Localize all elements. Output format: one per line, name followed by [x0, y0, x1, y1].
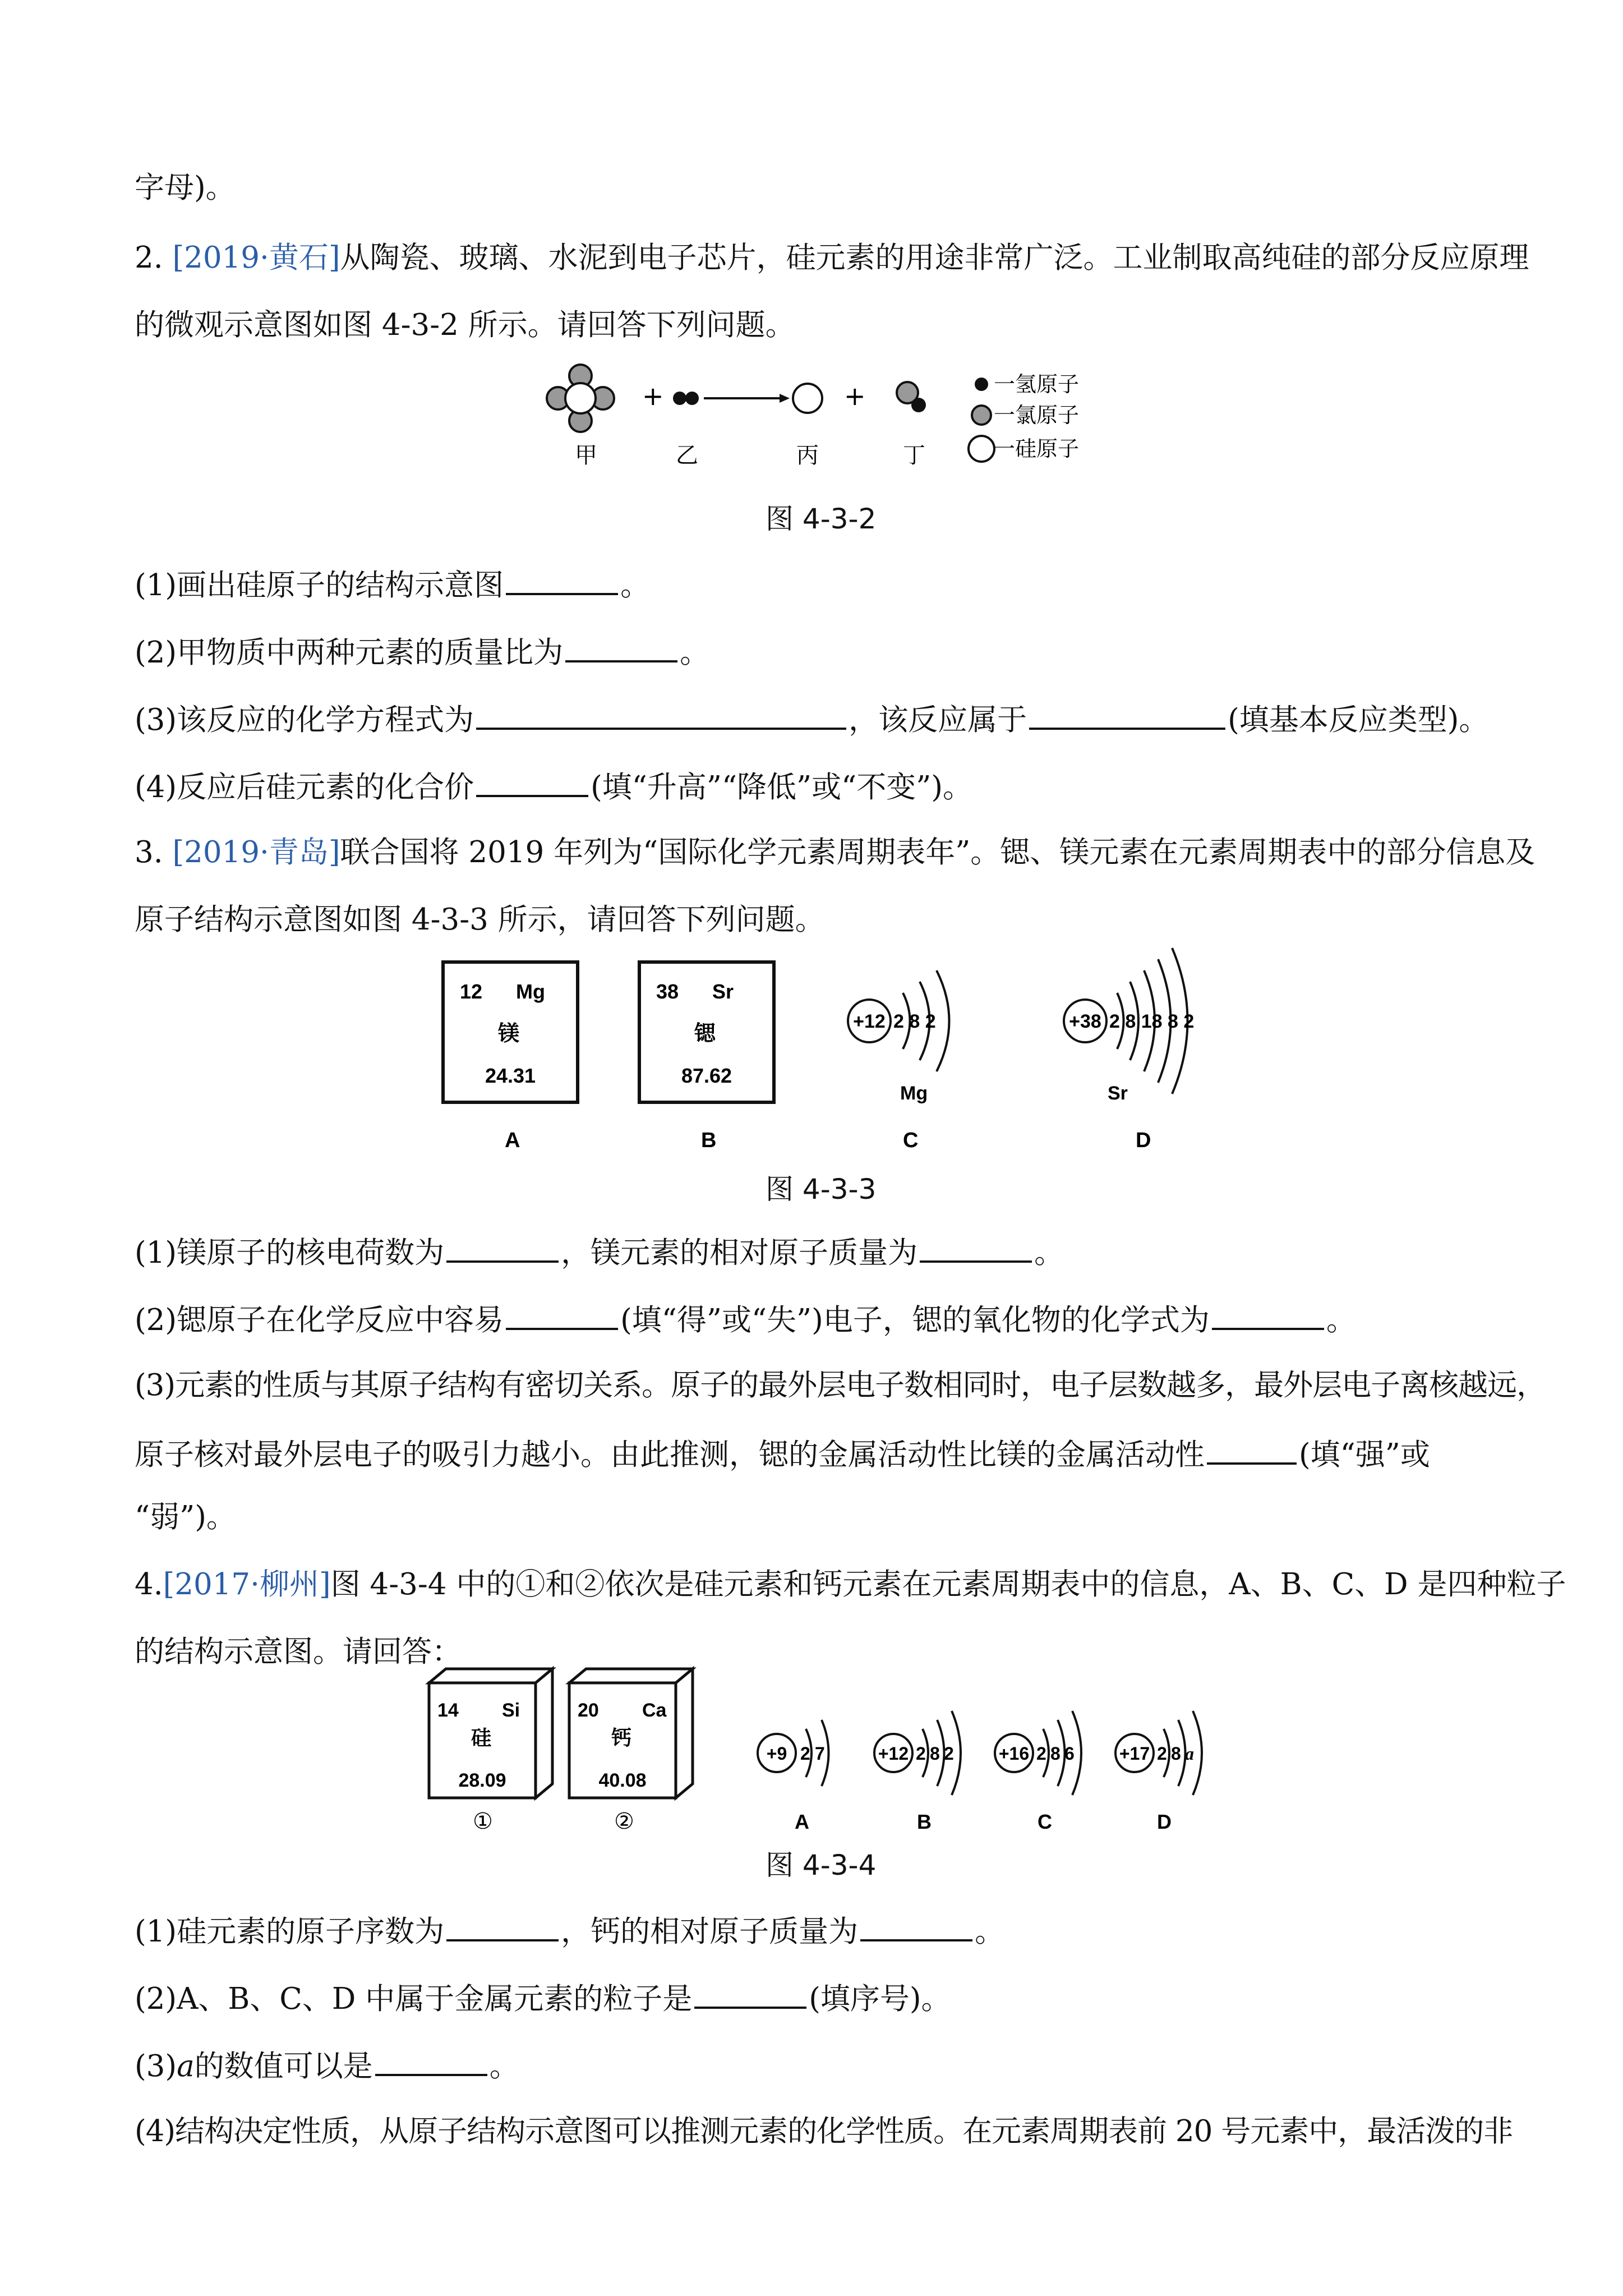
question-4-2 [135, 1977, 951, 2019]
element-box-mg [443, 962, 578, 1102]
question-text: “弱”)。 [135, 1500, 236, 1534]
element-name: 镁 [498, 1021, 520, 1046]
question-text: 从陶瓷、玻璃、水泥到电子芯片，硅元素的用途非常广泛。工业制取高纯硅的部分反应原理 [340, 241, 1529, 275]
nucleus-charge: +9 [766, 1743, 787, 1764]
question-text: (2)锶原子在化学反应中容易 [135, 1303, 504, 1337]
label-a: A [505, 1129, 520, 1152]
answer-blank[interactable] [860, 1910, 972, 1941]
answer-blank[interactable] [446, 1231, 559, 1263]
label-ding: 丁 [903, 443, 925, 468]
punctuation: 。 [975, 1915, 1005, 1949]
atomic-mass: 28.09 [458, 1770, 506, 1791]
question-text: ，该反应属于 [849, 703, 1027, 737]
legend-chlorine: 一氯原子 [994, 403, 1080, 427]
question-text: 原子核对最外层电子的吸引力越小。由此推测，锶的金属活动性比镁的金属活动性 [135, 1438, 1205, 1472]
electron-count: 6 [1064, 1743, 1075, 1764]
electron-count: 8 [1050, 1743, 1061, 1764]
question-4-line-1 [135, 1565, 1566, 1604]
figure-4-3-4 [418, 1660, 1259, 1846]
label-b: B [701, 1129, 717, 1152]
line-text: 字母)。 [135, 171, 236, 205]
question-text: (1)硅元素的原子序数为 [135, 1915, 445, 1949]
question-text: ，镁元素的相对原子质量为 [561, 1236, 918, 1270]
label-bing: 丙 [796, 443, 819, 468]
question-2-4 [135, 766, 972, 807]
electron-count: 7 [815, 1743, 825, 1764]
question-text: (填“得”或“失”)电子，锶的氧化物的化学式为 [620, 1303, 1210, 1337]
nucleus-charge: +17 [1119, 1743, 1150, 1764]
atomic-number: 20 [578, 1700, 599, 1721]
nucleus-charge: +38 [1069, 1011, 1101, 1032]
question-text: (2)甲物质中两种元素的质量比为 [135, 636, 564, 670]
question-text: ，钙的相对原子质量为 [561, 1915, 859, 1949]
source-tag: [2017·柳州] [163, 1567, 331, 1602]
question-text: (3)该反应的化学方程式为 [135, 703, 474, 737]
element-cube-ca [569, 1669, 693, 1798]
atomic-mass: 87.62 [681, 1064, 732, 1087]
question-4-line-2 [135, 1632, 462, 1672]
atom-label: B [917, 1810, 932, 1833]
legend-hydrogen: 一氢原子 [994, 372, 1080, 397]
molecule-bing [793, 384, 822, 413]
label-circled-1: ① [473, 1809, 493, 1834]
electron-count: 8 [930, 1743, 940, 1764]
text-line-0 [135, 168, 236, 208]
atomic-mass: 40.08 [598, 1770, 647, 1791]
element-symbol: Mg [516, 980, 545, 1003]
answer-blank[interactable] [1207, 1433, 1297, 1465]
answer-blank[interactable] [375, 2045, 487, 2076]
question-text: (3) [135, 2049, 177, 2083]
electron-count-variable: a [1185, 1743, 1194, 1764]
element-cube-si [429, 1669, 552, 1798]
question-text: (4)反应后硅元素的化合价 [135, 770, 474, 804]
variable-a: a [177, 2049, 195, 2083]
question-text: (4)结构决定性质，从原子结构示意图可以推测元素的化学性质。在元素周期表前 20 号元素中，最活泼的非 [135, 2114, 1513, 2148]
question-text: (1)镁原子的核电荷数为 [135, 1236, 445, 1270]
question-text: (3)元素的性质与其原子结构有密切关系。原子的最外层电子数相同时，电子层数越多，最外层电子离核越远， [135, 1368, 1546, 1402]
question-2-line-2 [135, 306, 795, 345]
element-symbol: Si [502, 1700, 520, 1721]
atom-b [874, 1711, 961, 1833]
question-text: (填基本反应类型)。 [1228, 703, 1489, 737]
answer-blank[interactable] [506, 1299, 618, 1330]
question-3-3-line-1 [135, 1366, 1546, 1405]
answer-blank[interactable] [565, 631, 677, 662]
answer-blank[interactable] [1029, 698, 1225, 730]
element-name: 锶 [694, 1021, 716, 1046]
label-circled-2: ② [614, 1809, 634, 1834]
punctuation: 。 [620, 568, 651, 602]
atom-symbol: Sr [1108, 1083, 1128, 1104]
question-text: (1)画出硅原子的结构示意图 [135, 568, 504, 602]
atom-c [995, 1711, 1081, 1833]
punctuation: 。 [489, 2049, 519, 2083]
nucleus-charge: +12 [878, 1743, 909, 1764]
element-box-sr [639, 962, 774, 1102]
question-2-line-1 [135, 238, 1529, 278]
reaction-arrow [704, 394, 790, 403]
question-3-2 [135, 1299, 1356, 1340]
label-jia: 甲 [575, 443, 597, 468]
question-text: 的微观示意图如图 4-3-2 所示。请回答下列问题。 [135, 308, 795, 342]
nucleus-charge: +12 [853, 1011, 886, 1032]
question-number: 2. [135, 241, 163, 275]
atomic-number: 38 [656, 980, 679, 1003]
element-name: 钙 [611, 1727, 632, 1750]
label-d: D [1136, 1129, 1151, 1152]
question-2-1 [135, 564, 650, 605]
atom-structure-sr [1064, 948, 1194, 1104]
question-text: (填序号)。 [809, 1982, 951, 2016]
question-text: (填“强”或 [1299, 1438, 1430, 1472]
punctuation: 。 [1326, 1303, 1356, 1337]
legend-silicon: 一硅原子 [994, 436, 1080, 461]
answer-blank[interactable] [476, 766, 588, 797]
punctuation: 。 [1034, 1236, 1064, 1270]
question-text: 原子结构示意图如图 4-3-3 所示，请回答下列问题。 [135, 903, 825, 937]
figure-4-3-2 [533, 359, 1150, 477]
plus-sign: + [642, 381, 664, 411]
question-text: 的数值可以是 [194, 2049, 373, 2083]
atom-d [1115, 1711, 1202, 1833]
atom-label: C [1038, 1810, 1052, 1833]
punctuation: 。 [680, 636, 710, 670]
plus-sign: + [844, 381, 866, 411]
figure-caption: 图 4-3-3 [766, 1173, 877, 1205]
answer-blank[interactable] [694, 1977, 806, 2009]
question-2-2 [135, 631, 709, 673]
electron-shells: 2 8 18 8 2 [1109, 1011, 1195, 1032]
nucleus-charge: +16 [998, 1743, 1030, 1764]
electron-count: 2 [916, 1743, 926, 1764]
answer-blank[interactable] [476, 698, 846, 730]
label-yi: 乙 [676, 443, 698, 468]
atom-label: A [795, 1810, 809, 1833]
question-4-3 [135, 2045, 519, 2086]
question-2-3 [135, 698, 1488, 740]
molecule-yi [673, 392, 699, 405]
question-4-4 [135, 2112, 1513, 2151]
question-4-1 [135, 1910, 1004, 1952]
answer-blank[interactable] [506, 564, 618, 595]
question-text: 图 4-3-4 中的①和②依次是硅元素和钙元素在元素周期表中的信息，A、B、C、D 是四种粒子 [330, 1567, 1566, 1602]
question-number: 4. [135, 1567, 163, 1602]
atom-symbol: Mg [900, 1083, 928, 1104]
atom-a [758, 1720, 829, 1833]
question-3-1 [135, 1231, 1064, 1273]
answer-blank[interactable] [1212, 1299, 1324, 1330]
element-symbol: Ca [642, 1700, 667, 1721]
electron-count: 2 [800, 1743, 810, 1764]
molecule-jia [547, 365, 614, 432]
source-tag: [2019·青岛] [172, 835, 340, 869]
electron-count: 2 [944, 1743, 954, 1764]
electron-shells: 2 8 2 [893, 1011, 936, 1032]
answer-blank[interactable] [920, 1231, 1032, 1263]
question-3-line-1 [135, 833, 1535, 872]
electron-count: 2 [1036, 1743, 1046, 1764]
question-text: 的结构示意图。请回答： [135, 1635, 462, 1669]
atomic-number: 12 [460, 980, 483, 1003]
element-symbol: Sr [712, 980, 734, 1003]
figure-4-3-3 [426, 931, 1245, 1167]
question-3-3-line-2 [135, 1433, 1430, 1475]
question-text: (2)A、B、C、D 中属于金属元素的粒子是 [135, 1982, 693, 2016]
electron-count: 2 [1157, 1743, 1167, 1764]
question-number: 3. [135, 835, 163, 869]
figure-caption: 图 4-3-2 [766, 503, 877, 535]
molecule-ding [897, 382, 926, 412]
source-tag: [2019·黄石] [172, 241, 340, 275]
question-text: (填“升高”“降低”或“不变”)。 [591, 770, 973, 804]
figure-caption: 图 4-3-4 [766, 1849, 877, 1881]
question-text: 联合国将 2019 年列为“国际化学元素周期表年”。锶、镁元素在元素周期表中的部分信息及 [340, 835, 1536, 869]
question-3-3-line-3 [135, 1498, 236, 1537]
answer-blank[interactable] [446, 1910, 559, 1941]
element-name: 硅 [471, 1727, 492, 1750]
legend [969, 372, 1079, 462]
atom-label: D [1157, 1810, 1172, 1833]
atom-structure-mg [848, 970, 949, 1104]
electron-count: 8 [1171, 1743, 1181, 1764]
label-c: C [903, 1129, 919, 1152]
atomic-number: 14 [437, 1700, 459, 1721]
atomic-mass: 24.31 [485, 1064, 536, 1087]
